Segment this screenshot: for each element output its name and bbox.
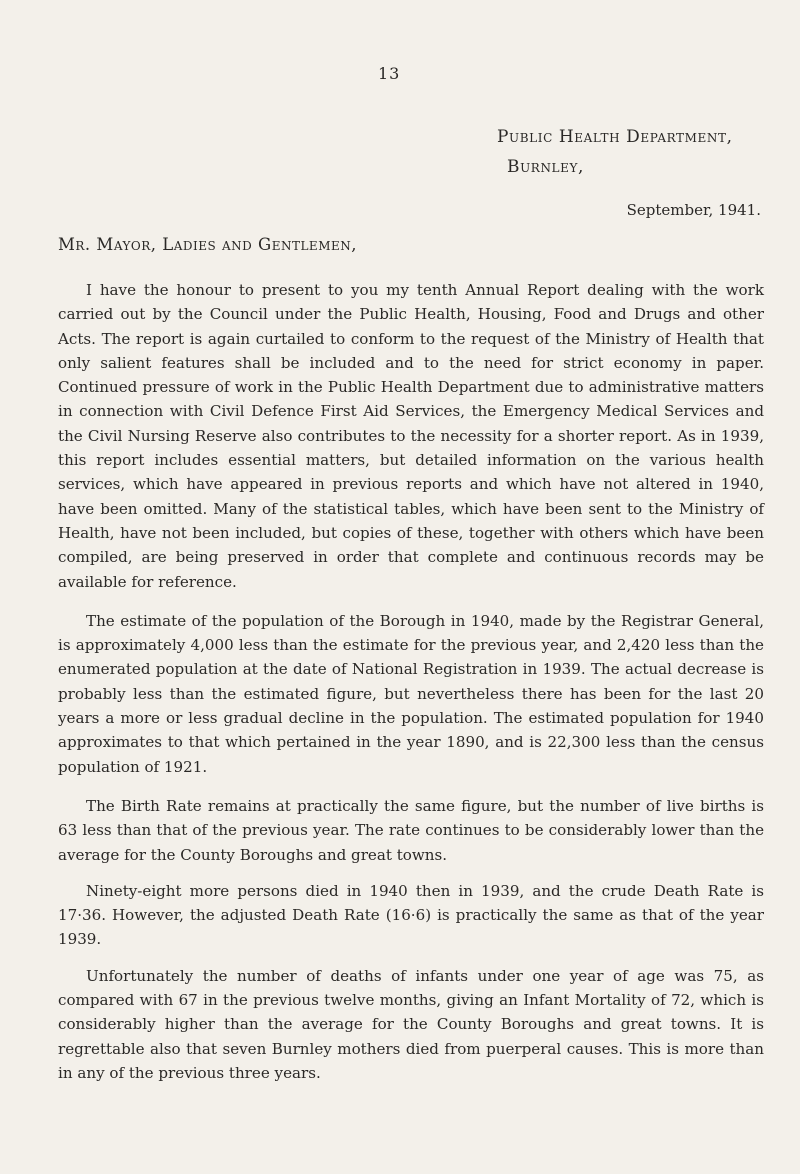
paragraph-intro: I have the honour to present to you my tenth Annual Report dealing with the work carried out by the Council under the Public Health, Housing, Food and Drugs and other Acts. The report is again curtailed to conform to the request of the Ministry of Health that only salient features shall be included and to the need for strict economy in paper. Continued pressure of work in the Public Health Department due to administrative matters in connection with Civil Defence First Aid Services, the Emergency Medical Services and the Civil Nursing Reserve also contributes to the necessity for a shorter report. As in 1939, this report includes essential matters, but detailed information on the various health services, which have appeared in previous reports and which have not altered in 1940, have been omitted. Many of the statistical tables, which have been sent to the Ministry of Health, have not been included, but copies of these, together with others which have been compiled, are being preserved in order that complete and continuous records may be available for reference. [58, 281, 764, 591]
paragraph-population: The estimate of the population of the Borough in 1940, made by the Registrar General, is approximately 4,000 less than the estimate for the previous year, and 2,420 less than the enumerated population at the date of National Registration in 1939. The actual decrease is probably less than the estimated figure, but nevertheless there has been for the last 20 years a more or less gradual decline in the population. The estimated population for 1940 approximates to that which pertained in the year 1890, and is 22,300 less than the census population of 1921. [58, 611, 764, 776]
town-name: Burnley, [507, 157, 584, 177]
salutation: Mr. Mayor, Ladies and Gentlemen, [58, 235, 357, 254]
letter-date: September, 1941. [626, 201, 761, 219]
paragraph-infant-mortality: Unfortunately the number of deaths of infants under one year of age was 75, as compared with 67 in the previous twelve months, giving an Infant Mortality of 72, which is considerably higher than the average for the County Boroughs and great towns. It is regrettable also that seven Burnley mothers died from puerperal causes. This is more than in any of the previous three years. [58, 966, 764, 1082]
department-name: Public Health Department, [497, 127, 733, 147]
paragraph-birth-rate: The Birth Rate remains at practically the same figure, but the number of live births is 63 less than that of the previous year. The rate continues to be considerably lower than the average for the County Boroughs and great towns. [58, 796, 764, 864]
paragraph-death-rate: Ninety-eight more persons died in 1940 then in 1939, and the crude Death Rate is 17·36. However, the adjusted Death Rate (16·6) is practically the same as that of the year 1939. [58, 881, 764, 949]
report-body [58, 278, 764, 1097]
page-number: 13 [378, 64, 401, 83]
letter-heading [497, 122, 767, 182]
